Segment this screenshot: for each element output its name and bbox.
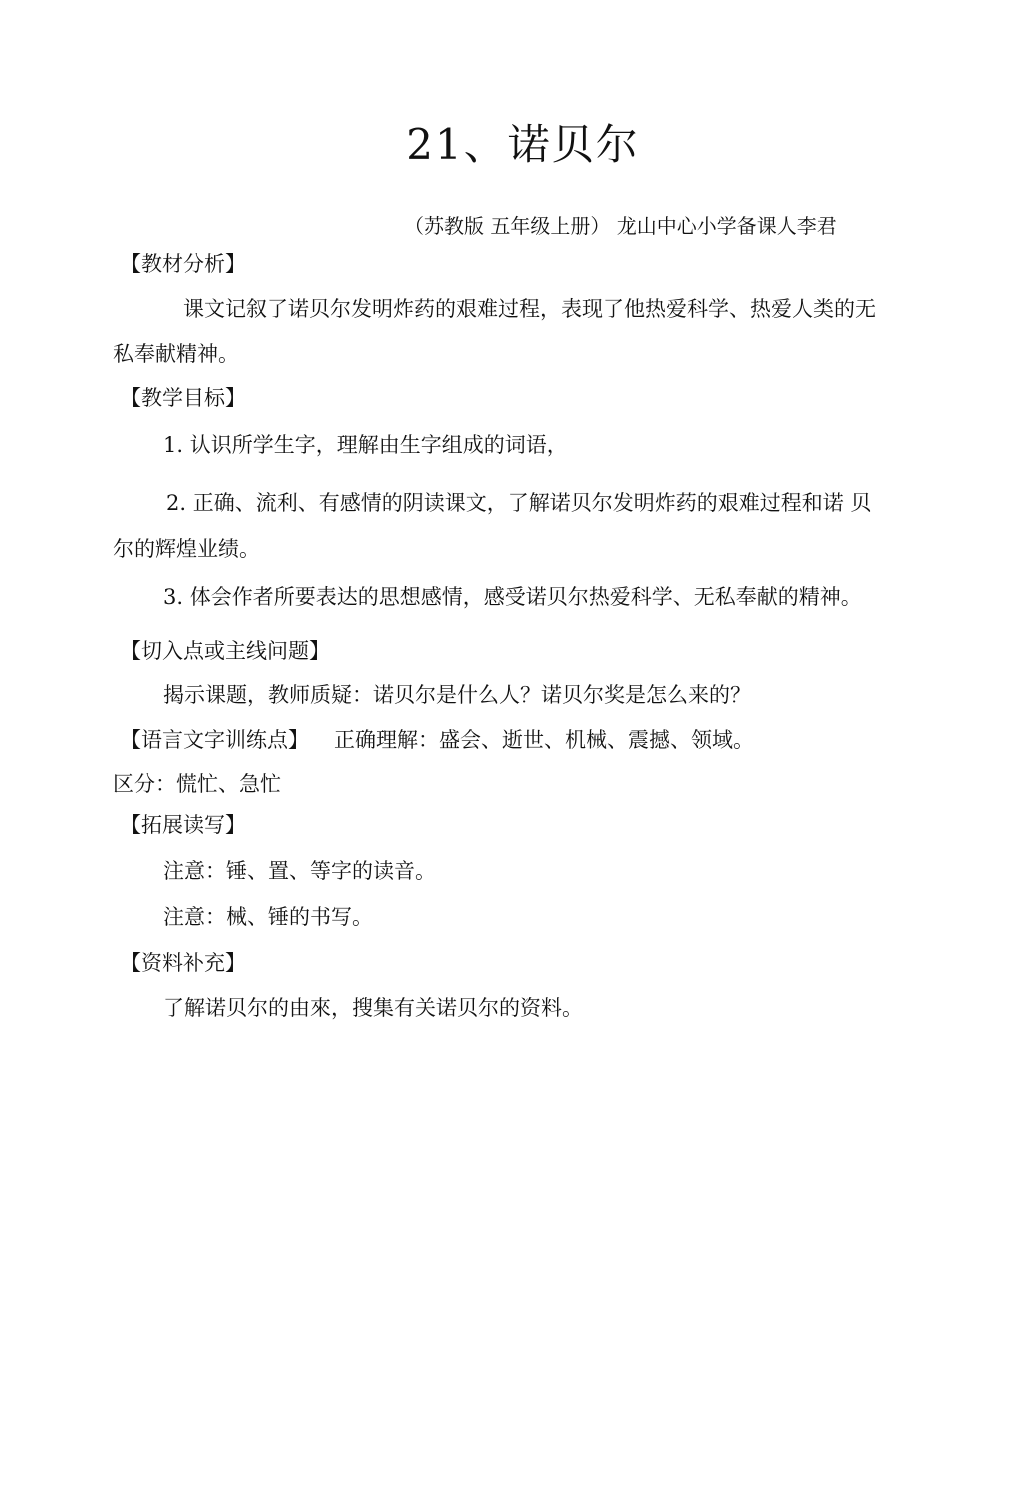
language-training-text: 正确理解：盛会、逝世、机械、震撼、领域。 bbox=[334, 728, 754, 752]
entry-point-text: 揭示课题，教师质疑：诺贝尔是什么人？诺贝尔奖是怎么来的？ bbox=[163, 683, 751, 707]
material-analysis-line-1: 课文记叙了诺贝尔发明炸药的艰难过程，表现了他热爱科学、热爱人类的无 bbox=[183, 297, 876, 321]
material-analysis-line-2: 私奉献精神。 bbox=[113, 342, 239, 366]
supplement-text: 了解诺贝尔的由來，搜集有关诺贝尔的资料。 bbox=[163, 996, 583, 1020]
heading-teaching-goals: 【教学目标】 bbox=[120, 386, 246, 410]
teaching-goal-1: 1. 认识所学生字，理解由生字组成的词语， bbox=[163, 433, 568, 457]
heading-extended-reading: 【拓展读写】 bbox=[120, 813, 246, 837]
heading-material-analysis: 【教材分析】 bbox=[120, 252, 246, 276]
heading-entry-point: 【切入点或主线问题】 bbox=[120, 639, 330, 663]
language-training-distinguish: 区分：慌忙、急忙 bbox=[113, 772, 281, 796]
document-subtitle: （苏教版 五年级上册） 龙山中心小学备课人李君 bbox=[404, 214, 837, 238]
heading-language-training: 【语言文字训练点】 bbox=[120, 728, 309, 752]
teaching-goal-2-line-2: 尔的辉煌业绩。 bbox=[113, 537, 260, 561]
extended-reading-note-2: 注意：械、锤的书写。 bbox=[163, 905, 373, 929]
extended-reading-note-1: 注意：锤、置、等字的读音。 bbox=[163, 859, 436, 883]
document-title: 21、诺贝尔 bbox=[406, 120, 640, 169]
teaching-goal-3: 3. 体会作者所要表达的思想感情，感受诺贝尔热爱科学、无私奉献的精神。 bbox=[163, 585, 862, 609]
heading-supplement: 【资料补充】 bbox=[120, 951, 246, 975]
teaching-goal-2-line-1: 2. 正确、流利、有感情的阴读课文，了解诺贝尔发明炸药的艰难过程和诺 贝 bbox=[166, 491, 872, 515]
